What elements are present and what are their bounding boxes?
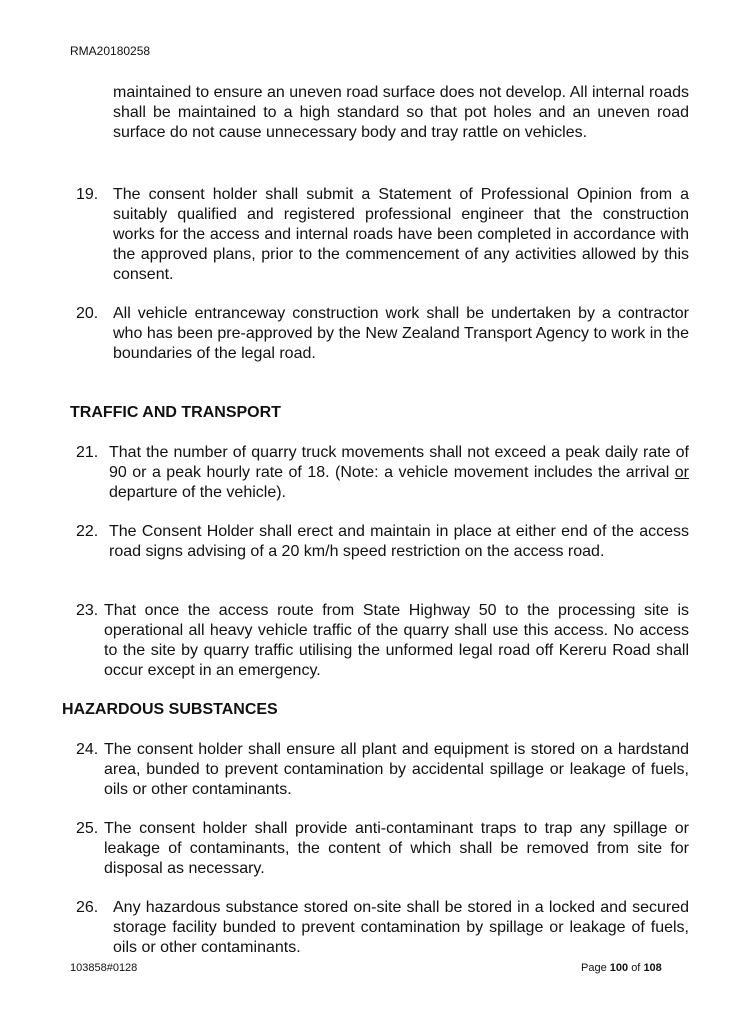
condition-text: The consent holder shall submit a Statement of Professional Opinion from a suitably qualified and registered professional engineer that the construction works for the access and internal roads have been completed in accordance with the approved plans, prior to the commencement of any activities allowed by this consent. [113, 186, 689, 283]
condition-text: The consent holder shall ensure all plant and equipment is stored on a hardstand area, bunded to prevent contamination by accidental spillage or leakage of fuels, oils or other contaminants. [104, 741, 689, 798]
condition-text: Any hazardous substance stored on-site shall be stored in a locked and secured storage facility bunded to prevent contamination by spillage or leakage of fuels, oils or other contaminants. [113, 899, 689, 956]
condition-number: 26. [76, 899, 99, 916]
condition-24 [76, 740, 689, 800]
footer-document-id: 103858#0128 [70, 962, 138, 974]
condition-number: 20. [76, 305, 99, 322]
continued-paragraph: maintained to ensure an uneven road surface does not develop. All internal roads shall be maintained to a high standard so that pot holes and an uneven road surface do not cause unnecessary body and tray rattle on vehicles. [113, 84, 689, 141]
condition-number: 23. [76, 602, 99, 619]
underlined-word: or [674, 464, 689, 481]
footer-page-number: Page 100 of 108 [581, 962, 662, 974]
condition-23 [76, 601, 689, 681]
document-reference: RMA20180258 [70, 44, 151, 58]
condition-number: 24. [76, 741, 99, 758]
condition-text: The Consent Holder shall erect and maintain in place at either end of the access road signs advising of a 20 km/h speed restriction on the access road. [109, 523, 689, 560]
condition-22 [76, 522, 689, 562]
section-heading-hazardous: HAZARDOUS SUBSTANCES [62, 701, 278, 718]
condition-text: All vehicle entranceway construction work shall be undertaken by a contractor who has been pre-approved by the New Zealand Transport Agency to work in the boundaries of the legal road. [113, 305, 689, 362]
condition-26 [76, 898, 689, 958]
condition-text: That once the access route from State Highway 50 to the processing site is operational all heavy vehicle traffic of the quarry shall use this access. No access to the site by quarry traffic utilising the unformed legal road off Kereru Road shall occur except in an emergency. [104, 602, 689, 679]
condition-25 [76, 819, 689, 879]
condition-number: 19. [76, 186, 99, 203]
condition-number: 25. [76, 820, 99, 837]
condition-21 [76, 443, 689, 503]
condition-20 [76, 304, 689, 364]
condition-text: The consent holder shall provide anti-contaminant traps to trap any spillage or leakage of contaminants, the content of which shall be removed from site for disposal as necessary. [104, 820, 689, 877]
condition-number: 22. [76, 523, 99, 540]
condition-number: 21. [76, 444, 99, 461]
section-heading-traffic: TRAFFIC AND TRANSPORT [70, 404, 281, 421]
condition-text: That the number of quarry truck movements shall not exceed a peak daily rate of 90 or a peak hourly rate of 18. (Note: a vehicle movement includes the arrival or departure of the vehicle). [109, 444, 689, 501]
condition-19 [76, 185, 689, 285]
